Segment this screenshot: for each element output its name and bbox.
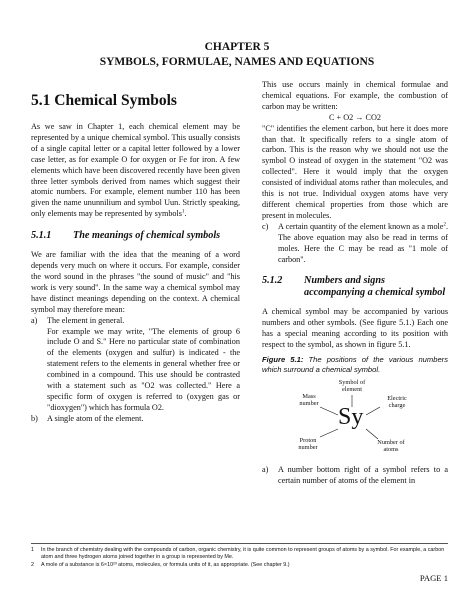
mole-text-cont: . The above equation may also be read in terms of moles. Here the C may be read as "1 mole of carbon". <box>278 221 448 264</box>
right-column <box>262 80 448 487</box>
list-item-text: A single atom of the element. <box>47 413 144 423</box>
arrow-atoms <box>366 429 378 439</box>
list-item-example: For example we may write, "The elements of group 6 include O and S." Here no particular state of combination of the elements (oxygen and sulfur) is indicated - the statement refers to the elements in general whether free or combined in a compound. This use should be contrasted with a statement such as "O2 was collected." Here a specific form of oxygen is referred to (oxygen gas or "dioxygen") which has formula O2. <box>47 326 240 412</box>
combustion-equation: C + O2 → CO2 <box>329 112 381 122</box>
list-marker: a) <box>262 465 269 475</box>
list-marker: c) <box>262 221 269 231</box>
numbers-paragraph: A chemical symbol may be accompanied by various numbers and other symbols. (See figure 5.1.) Each one has a special meaning according to its position with respect to the symbol, as shown in figure 5.1. <box>262 307 448 350</box>
footnote-text: A mole of a substance is 6×10²³ atoms, molecules, or formula units of it, as appropriate. (See chapter 9.) <box>41 561 290 568</box>
list-item-b <box>31 414 240 425</box>
footnote-2 <box>31 562 448 569</box>
left-column <box>31 82 240 425</box>
chapter-heading <box>0 40 474 70</box>
list-marker: b) <box>31 413 38 423</box>
mole-text: A certain quantity of the element known as a mole <box>278 221 444 231</box>
arrow-mass <box>320 407 338 415</box>
footnote-ref-2: 2 <box>443 222 446 228</box>
intro-text: As we saw in Chapter 1, each chemical element may be represented by a unique chemical symbol. This usually consists of a single capital letter or a capital letter followed by a lower case letter, as for example O for oxygen or Fe for iron. A few elements which have been discovered recently have been given three letter symbols derived from names which suggest their atomic numbers. For example, element number 110 has been given the name ununnilium and symbol Uun. Strictly speaking, only elements may be represented by symbols <box>31 122 240 219</box>
subsection-5-1-2 <box>262 275 448 299</box>
list-item-a <box>31 316 240 414</box>
intro-paragraph: As we saw in Chapter 1, each chemical element may be represented by a unique chemical symbol. This usually consists of a single capital letter or a capital letter followed by a lower case letter, as for example O for oxygen or Fe for iron. A few elements which have been discovered recently have been given three letter symbols derived from names which suggest their atomic numbers. For example, element number 110 has been given the name ununnilium and symbol Uun. Strictly speaking, only elements may be represented by symbols$^1$. <box>31 122 240 219</box>
footnote-ref-1: 1 <box>181 209 185 215</box>
figure-caption <box>262 355 448 375</box>
page-number: PAGE 1 <box>419 573 448 583</box>
carbon-paragraph: "C" identifies the element carbon, but here it does more than that. It specifically refers to a single atom of carbon. This is the reason why we should not use the symbol O instead of oxygen in the statement "O2 was collected". Here it would imply that the oxygen consisted of individual atoms rather than molecules, and this is not true. Individual oxygen atoms have very different chemical properties from those which are present in molecules. <box>262 123 448 220</box>
chapter-label: CHAPTER 5 <box>204 41 270 53</box>
chapter-title: SYMBOLS, FORMULAE, NAMES AND EQUATIONS <box>99 56 375 68</box>
list-item-text: The element in general. <box>47 315 125 325</box>
footnote-mark: 1 <box>31 547 34 553</box>
arrow-proton <box>320 429 338 437</box>
footnote-mark: 2 <box>31 561 34 568</box>
label-proton-number: Proton number <box>298 437 318 452</box>
usage-paragraph: This use occurs mainly in chemical formulae and chemical equations. For example, the combustion of carbon may be written: <box>262 80 448 111</box>
label-number-of-atoms: Number of atoms <box>377 439 405 454</box>
section-title: 5.1 Chemical Symbols <box>31 92 177 109</box>
meaning-paragraph: We are familiar with the idea that the meaning of a word depends very much on where it occurs. For example, consider the word sound in the phrases "the sound of music" and "his work is very sound". In the same way a chemical symbol may have distinct meanings depending on the context. A chemical symbol may therefore mean: <box>31 250 240 314</box>
list-item-text <box>278 222 448 266</box>
subsection-number: 5.1.2 <box>262 275 283 287</box>
figure-caption-text: The positions of the various numbers which surround a chemical symbol. <box>262 355 448 375</box>
arrow-charge <box>366 407 380 415</box>
figure-label: Figure 5.1: <box>262 355 304 365</box>
footnote-text: In the branch of chemistry dealing with the compounds of carbon, organic chemistry, it is quite common to represent groups of atoms by a symbol. For example, a carbon atom and three hydrogen atoms joined together in a group is represented by Me. <box>41 547 445 561</box>
element-symbol: Sy <box>338 404 364 431</box>
subsection-title: The meanings of chemical symbols <box>73 230 221 242</box>
subsection-number: 5.1.1 <box>31 230 52 242</box>
subsection-title: Numbers and signs accompanying a chemical symbol <box>304 275 446 299</box>
label-mass-number: Mass number <box>299 393 319 408</box>
list-item-c <box>262 222 448 266</box>
label-electric-charge: Electric charge <box>387 395 407 410</box>
footnote-1 <box>31 547 448 562</box>
symbol-figure <box>262 377 448 465</box>
subsection-5-1-1 <box>31 230 240 242</box>
list-item-a2 <box>262 465 448 487</box>
label-symbol-of-element: Symbol of element <box>338 379 366 394</box>
footnotes <box>31 543 448 569</box>
list-item-text: A number bottom right of a symbol refers to a certain number of atoms of the element in <box>278 465 448 485</box>
list-marker: a) <box>31 315 38 325</box>
